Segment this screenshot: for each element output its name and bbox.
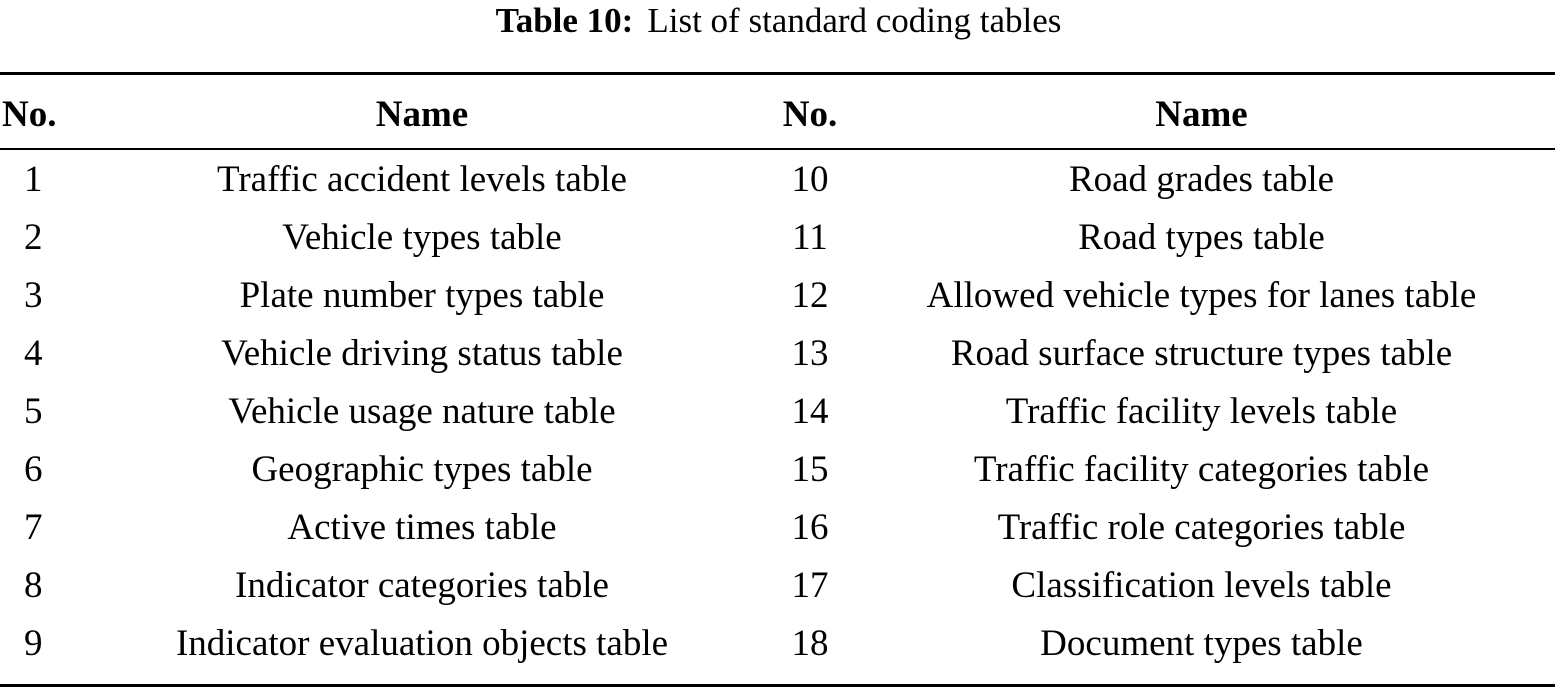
row-no-right: 14 [791,391,829,432]
table-body [0,151,1555,673]
header-no-right: No. [782,94,838,135]
row-no-left: 4 [24,333,43,374]
table-row [0,441,1555,499]
table-caption [0,0,1557,42]
row-no-right: 10 [791,159,829,200]
row-name-right: Road grades table [1068,159,1335,200]
row-name-left: Indicator evaluation objects table [175,623,669,664]
table-row [0,325,1555,383]
row-no-left: 1 [24,159,43,200]
table-row [0,615,1555,673]
table-row [0,267,1555,325]
table-row [0,383,1555,441]
header-name-right: Name [1155,94,1248,135]
row-no-right: 16 [791,507,829,548]
row-no-left: 7 [24,507,43,548]
row-name-left: Active times table [287,507,557,548]
row-name-left: Vehicle types table [282,217,562,258]
row-no-right: 13 [791,333,829,374]
row-no-left: 2 [24,217,43,258]
table-row [0,209,1555,267]
table-top-rule [0,72,1555,75]
table-row [0,499,1555,557]
row-no-right: 15 [791,449,829,490]
table-caption-label: Table 10: [495,1,634,40]
row-name-right: Classification levels table [1011,565,1392,606]
header-spacer-row [0,144,1555,151]
row-name-right: Document types table [1040,623,1363,664]
header-no-left: No. [2,94,57,135]
row-no-left: 6 [24,449,43,490]
header-spacer-cell [0,144,1555,151]
row-no-left: 3 [24,275,43,316]
row-no-left: 5 [24,391,43,432]
row-name-left: Plate number types table [239,275,605,316]
row-no-left: 9 [24,623,43,664]
row-name-right: Road surface structure types table [950,333,1453,374]
row-no-right: 17 [791,565,829,606]
row-no-right: 11 [792,217,828,258]
table-caption-title: List of standard coding tables [647,1,1062,40]
row-name-right: Allowed vehicle types for lanes table [926,275,1477,316]
coding-tables-table [0,86,1555,673]
row-no-left: 8 [24,565,43,606]
row-name-right: Traffic facility categories table [973,449,1430,490]
table-row [0,557,1555,615]
table-row [0,151,1555,209]
row-name-left: Vehicle driving status table [221,333,623,374]
header-name-left: Name [375,94,469,135]
row-name-right: Road types table [1078,217,1325,258]
table-header [0,86,1555,151]
row-name-left: Geographic types table [251,449,593,490]
row-no-right: 18 [791,623,829,664]
row-no-right: 12 [791,275,829,316]
row-name-left: Vehicle usage nature table [228,391,616,432]
row-name-right: Traffic facility levels table [1005,391,1398,432]
row-name-left: Traffic accident levels table [217,159,627,200]
row-name-left: Indicator categories table [235,565,609,606]
row-name-right: Traffic role categories table [997,507,1406,548]
table-header-row [0,86,1555,144]
table-bottom-rule [0,684,1555,687]
